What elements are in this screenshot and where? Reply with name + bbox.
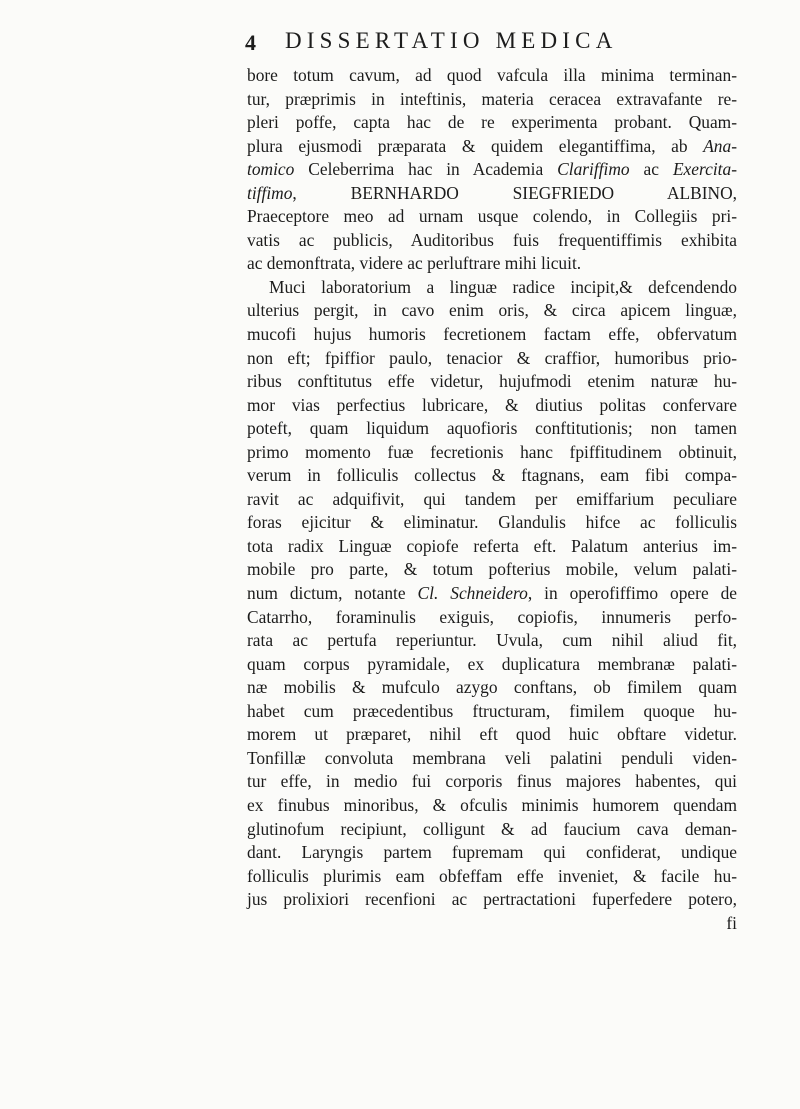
text-line: tiffimo, BERNHARDO SIEGFRIEDO ALBINO, — [247, 182, 737, 203]
text-line: tur, præprimis in inteftinis, materia ceracea extravafante re- — [247, 88, 737, 109]
text-line: glutinofum recipiunt, colligunt & ad faucium cava deman- — [247, 818, 737, 839]
text-line: num dictum, notante Cl. Schneidero, in operofiffimo opere de — [247, 583, 738, 604]
text-line: pleri poffe, capta hac de re experimenta probant. Quam- — [247, 112, 737, 133]
text-line: ac demonftrata, videre ac perluftrare mihi licuit. — [247, 253, 582, 274]
text-line: plura ejusmodi præparata & quidem elegantiffima, ab Ana- — [247, 135, 737, 156]
body-text — [247, 64, 737, 935]
text-line: ravit ac adquifivit, qui tandem per emiffarium peculiare — [247, 488, 737, 509]
text-line: Muci laboratorium a linguæ radice incipit,& defcendendo — [269, 276, 737, 297]
text-line: jus prolixiori recenfioni ac pertractationi fuperfedere potero, — [247, 889, 737, 910]
text-line: ribus conftitutus effe videtur, hujufmodi etenim naturæ hu- — [247, 371, 737, 392]
text-line: primo momento fuæ fecretionis hanc fpiffitudinem obtinuit, — [247, 441, 737, 462]
text-line: tomico Celeberrima hac in Academia Clariffimo ac Exercita- — [247, 159, 737, 180]
text-line: Tonfillæ convoluta membrana veli palatini penduli viden- — [247, 747, 737, 768]
text-line: morem ut præparet, nihil eft quod huic obftare videtur. — [247, 724, 737, 745]
page-header — [245, 28, 725, 62]
text-line: Catarrho, foraminulis exiguis, copiofis, innumeris perfo- — [247, 606, 737, 627]
text-line: mucofi hujus humoris fecretionem factam effe, obfervatum — [247, 324, 737, 345]
text-line: rata ac pertufa reperiuntur. Uvula, cum nihil aliud fit, — [247, 630, 737, 651]
text-line: verum in folliculis collectus & ftagnans, eam fibi compa- — [247, 465, 737, 486]
text-line: bore totum cavum, ad quod vafcula illa minima terminan- — [247, 65, 737, 85]
text-line: habet cum præcedentibus ftructuram, fimilem quoque hu- — [247, 700, 737, 721]
text-line: mor vias perfectius lubricare, & diutius politas confervare — [247, 394, 737, 415]
text-line: foras ejicitur & eliminatur. Glandulis hifce ac folliculis — [247, 512, 737, 533]
text-line: ex finubus minoribus, & ofculis minimis humorem quendam — [247, 794, 737, 815]
text-line: mobile pro parte, & totum pofterius mobile, velum palati- — [247, 559, 737, 580]
page-number: 4 — [245, 30, 256, 55]
text-line: dant. Laryngis partem fupremam qui confiderat, undique — [247, 842, 737, 863]
text-line: vatis ac publicis, Auditoribus fuis frequentiffimis exhibita — [247, 229, 737, 250]
text-line: ulterius pergit, in cavo enim oris, & circa apicem linguæ, — [247, 300, 737, 321]
text-line: quam corpus pyramidale, ex duplicatura membranæ palati- — [247, 653, 737, 674]
text-line: folliculis plurimis eam obfeffam effe inveniet, & facile hu- — [247, 865, 737, 886]
catchword: fi — [726, 912, 737, 933]
running-title: DISSERTATIO MEDICA — [285, 28, 618, 53]
text-line: tota radix Linguæ copiofe referta eft. Palatum anterius im- — [247, 535, 737, 556]
text-line: poteft, quam liquidum aquofioris conftitutionis; non tamen — [247, 418, 737, 439]
text-line: tur effe, in medio fui corporis finus majores habentes, qui — [247, 771, 737, 792]
text-line: non eft; fpiffior paulo, tenacior & craffior, humoribus prio- — [247, 347, 737, 368]
text-line: næ mobilis & mufculo azygo conftans, ob fimilem quam — [247, 677, 737, 698]
text-line: Praeceptore meo ad urnam usque colendo, in Collegiis pri- — [247, 206, 737, 227]
